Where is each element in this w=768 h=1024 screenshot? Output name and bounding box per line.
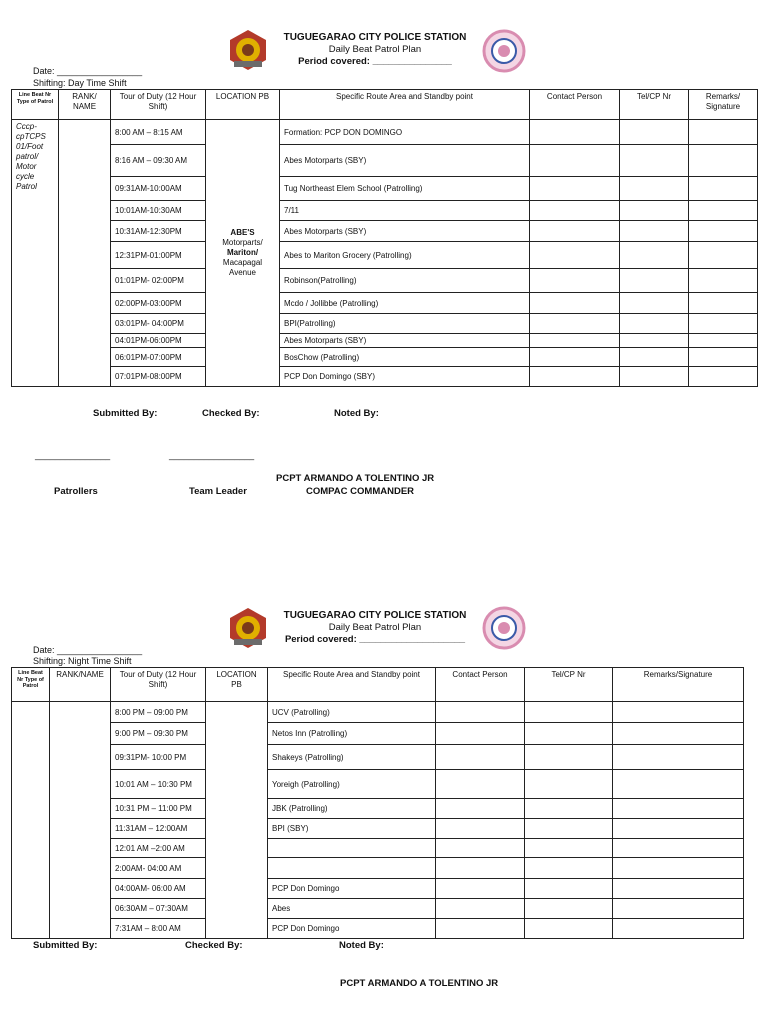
header-tel: Tel/CP Nr xyxy=(525,668,613,702)
header-tour: Tour of Duty (12 Hour Shift) xyxy=(111,668,206,702)
tour-time: 04:01PM-06:00PM xyxy=(111,334,206,348)
table-row xyxy=(12,702,744,723)
patrollers-label: Patrollers xyxy=(54,486,98,497)
tour-time: 12:01 AM –2:00 AM xyxy=(111,839,206,858)
tour-time: 04:00AM- 06:00 AM xyxy=(111,879,206,899)
route-cell: Formation: PCP DON DOMINGO xyxy=(280,120,530,145)
route-cell: Yoreigh (Patrolling) xyxy=(268,770,436,799)
tour-time: 8:00 PM – 09:00 PM xyxy=(111,702,206,723)
shifting-label: Shifting: Night Time Shift xyxy=(33,656,132,666)
route-cell xyxy=(268,839,436,858)
tour-time: 8:16 AM – 09:30 AM xyxy=(111,145,206,177)
tour-time: 12:31PM-01:00PM xyxy=(111,242,206,269)
route-cell: 7/11 xyxy=(280,201,530,221)
table-row xyxy=(12,293,758,314)
header-line-beat: Line Beat Nr Type of Patrol xyxy=(12,668,50,702)
table-row xyxy=(12,770,744,799)
tour-time: 9:00 PM – 09:30 PM xyxy=(111,723,206,745)
commander-title: COMPAC COMMANDER xyxy=(306,486,415,497)
location-cell xyxy=(206,120,280,387)
tour-time: 8:00 AM – 8:15 AM xyxy=(111,120,206,145)
header-line-beat: Line Beat Nr Type of Patrol xyxy=(12,90,59,120)
tour-time: 10:31AM-12:30PM xyxy=(111,221,206,242)
date-field: Date: _________________ xyxy=(33,66,143,76)
team-leader-label: Team Leader xyxy=(189,486,247,497)
tour-time: 09:31PM- 10:00 PM xyxy=(111,745,206,770)
tour-time: 01:01PM- 02:00PM xyxy=(111,269,206,293)
tour-time: 10:01AM-10:30AM xyxy=(111,201,206,221)
rank-name-cell xyxy=(50,702,111,939)
header-remarks: Remarks/Signature xyxy=(613,668,744,702)
patrol-table-day xyxy=(11,89,758,387)
station-seal xyxy=(482,606,526,650)
submitted-by: Submitted By: xyxy=(33,940,98,951)
tour-time: 7:31AM – 8:00 AM xyxy=(111,919,206,939)
location-cell xyxy=(206,702,268,939)
patrollers-signature-line: _______________ xyxy=(35,450,111,460)
route-cell: BPI (SBY) xyxy=(268,819,436,839)
route-cell: Tug Northeast Elem School (Patrolling) xyxy=(280,177,530,201)
tour-time: 07:01PM-08:00PM xyxy=(111,367,206,387)
station-title: TUGUEGARAO CITY POLICE STATION xyxy=(283,32,467,43)
tour-time: 10:31 PM – 11:00 PM xyxy=(111,799,206,819)
header-route: Specific Route Area and Standby point xyxy=(280,90,530,120)
table-row xyxy=(12,177,758,201)
table-row xyxy=(12,919,744,939)
pnp-logo xyxy=(226,606,270,650)
tour-time: 2:00AM- 04:00 AM xyxy=(111,858,206,879)
tour-time: 09:31AM-10:00AM xyxy=(111,177,206,201)
location-line-5: Avenue xyxy=(229,268,256,277)
type-of-patrol: Cccp-cpTCPS 01/Foot patrol/ Motor cycle Patrol xyxy=(12,120,59,387)
tour-time: 03:01PM- 04:00PM xyxy=(111,314,206,334)
route-cell xyxy=(268,858,436,879)
header-tel: Tel/CP Nr xyxy=(620,90,689,120)
table-row xyxy=(12,314,758,334)
table-row xyxy=(12,145,758,177)
route-cell: PCP Don Domingo xyxy=(268,919,436,939)
table-row xyxy=(12,201,758,221)
table-row xyxy=(12,858,744,879)
location-line-2: Motorparts/ xyxy=(222,238,263,247)
table-row xyxy=(12,120,758,145)
header-rank: RANK/NAME xyxy=(50,668,111,702)
tour-time: 10:01 AM – 10:30 PM xyxy=(111,770,206,799)
route-cell: Abes xyxy=(268,899,436,919)
header-tour: Tour of Duty (12 Hour Shift) xyxy=(111,90,206,120)
route-cell: Abes Motorparts (SBY) xyxy=(280,334,530,348)
shifting-value: Day Time Shift xyxy=(68,78,127,88)
header-remarks: Remarks/ Signature xyxy=(689,90,758,120)
header-rank: RANK/ NAME xyxy=(59,90,111,120)
table-row xyxy=(12,745,744,770)
team-leader-signature-line: _________________ xyxy=(169,450,255,460)
table-row xyxy=(12,221,758,242)
shifting-prefix: Shifting: xyxy=(33,78,66,88)
plan-title: Daily Beat Patrol Plan xyxy=(328,44,422,55)
route-cell: Abes Motorparts (SBY) xyxy=(280,221,530,242)
noted-by: Noted By: xyxy=(339,940,384,951)
header-location: LOCATION PB xyxy=(206,668,268,702)
table-row xyxy=(12,269,758,293)
rank-name-cell xyxy=(59,120,111,387)
commander-name: PCPT ARMANDO A TOLENTINO JR xyxy=(276,473,435,484)
plan-title: Daily Beat Patrol Plan xyxy=(328,622,422,633)
checked-by: Checked By: xyxy=(185,940,243,951)
table-row xyxy=(12,334,758,348)
header-location: LOCATION PB xyxy=(206,90,280,120)
table-row xyxy=(12,819,744,839)
table-row xyxy=(12,879,744,899)
route-cell: Robinson(Patrolling) xyxy=(280,269,530,293)
route-cell: UCV (Patrolling) xyxy=(268,702,436,723)
pnp-logo xyxy=(226,28,270,72)
location-line-3: Mariton/ xyxy=(226,248,259,257)
period-covered: Period covered: _______________ xyxy=(298,56,452,67)
date-field: Date: _________________ xyxy=(33,645,143,655)
table-row xyxy=(12,839,744,858)
period-covered: Period covered: ____________________ xyxy=(284,634,466,645)
route-cell: BPI(Patrolling) xyxy=(280,314,530,334)
location-line-1: ABE'S xyxy=(230,228,255,237)
tour-time: 06:01PM-07:00PM xyxy=(111,348,206,367)
checked-by: Checked By: xyxy=(202,408,260,419)
route-cell: Abes to Mariton Grocery (Patrolling) xyxy=(280,242,530,269)
table-row xyxy=(12,242,758,269)
route-cell: Shakeys (Patrolling) xyxy=(268,745,436,770)
table-row xyxy=(12,348,758,367)
route-cell: PCP Don Domingo xyxy=(268,879,436,899)
header-contact: Contact Person xyxy=(530,90,620,120)
station-title: TUGUEGARAO CITY POLICE STATION xyxy=(283,610,467,621)
submitted-by: Submitted By: xyxy=(93,408,158,419)
table-row xyxy=(12,723,744,745)
tour-time: 02:00PM-03:00PM xyxy=(111,293,206,314)
route-cell: Abes Motorparts (SBY) xyxy=(280,145,530,177)
route-cell: PCP Don Domingo (SBY) xyxy=(280,367,530,387)
station-seal xyxy=(482,29,526,73)
route-cell: Mcdo / Jollibbe (Patrolling) xyxy=(280,293,530,314)
table-row xyxy=(12,899,744,919)
route-cell: BosChow (Patrolling) xyxy=(280,348,530,367)
tour-time: 11:31AM – 12:00AM xyxy=(111,819,206,839)
header-contact: Contact Person xyxy=(436,668,525,702)
patrol-table-night xyxy=(11,667,744,939)
tour-time: 06:30AM – 07:30AM xyxy=(111,899,206,919)
location-line-4: Macapagal xyxy=(222,258,263,267)
noted-by: Noted By: xyxy=(334,408,379,419)
commander-name: PCPT ARMANDO A TOLENTINO JR xyxy=(340,978,499,989)
table-row xyxy=(12,799,744,819)
table-row xyxy=(12,367,758,387)
route-cell: JBK (Patrolling) xyxy=(268,799,436,819)
route-cell: Netos Inn (Patrolling) xyxy=(268,723,436,745)
header-route: Specific Route Area and Standby point xyxy=(268,668,436,702)
type-of-patrol xyxy=(12,702,50,939)
shifting-label xyxy=(33,78,127,89)
